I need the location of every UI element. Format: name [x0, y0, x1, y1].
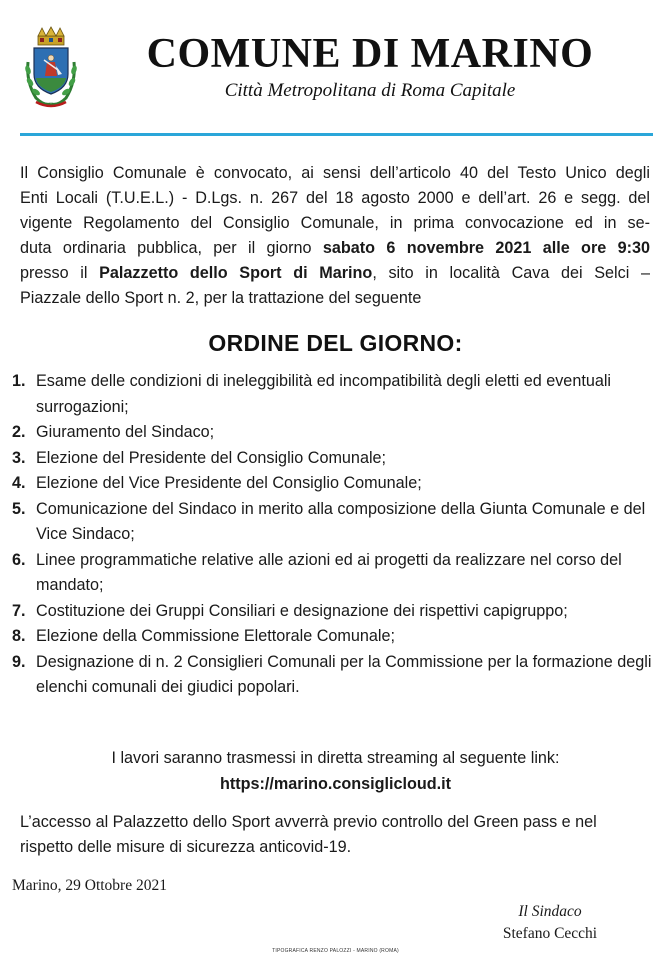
agenda-item [12, 599, 652, 625]
meeting-date: sabato 6 novembre 2021 alle ore 9:30 [322, 239, 650, 257]
signatory-role: Il Sindaco [518, 903, 582, 920]
intro-line: Piazzale dello Sport n. 2, per la trattazione del seguente [20, 289, 422, 307]
agenda-item-number: 8. [12, 627, 26, 645]
streaming-notice [0, 745, 671, 797]
printer-credit: TIPOGRAFICA RENZO PALOZZI - MARINO (ROMA) [272, 948, 399, 954]
header [0, 0, 671, 132]
signature-block [490, 901, 610, 945]
streaming-link[interactable]: https://marino.consiglicloud.it [219, 775, 452, 793]
signatory-name: Stefano Cecchi [502, 925, 598, 942]
page-title: COMUNE DI MARINO [146, 31, 594, 77]
agenda-item-number: 1. [12, 372, 26, 390]
streaming-text: I lavori saranno trasmessi in diretta streaming al seguente link: [111, 749, 560, 767]
municipal-crest-logo [22, 22, 80, 112]
agenda-item [12, 548, 652, 599]
agenda-item-text: Giuramento del Sindaco; [36, 423, 215, 441]
agenda-item-number: 7. [12, 601, 26, 620]
access-notice: L’accesso al Palazzetto dello Sport avverrà previo controllo del Green pass e nel rispetto delle misure di sicurezza anticovid-19. [20, 813, 597, 856]
agenda-item-number: 6. [12, 550, 26, 569]
intro-line [20, 261, 650, 286]
intro-text: duta ordinaria pubblica, per il giorno [20, 239, 323, 257]
agenda-item-text: Elezione del Presidente del Consiglio Comunale; [36, 448, 387, 467]
intro-line: vigente Regolamento del Consiglio Comunale, in prima convocazione ed in se- [20, 214, 650, 232]
agenda-item [12, 624, 652, 650]
document-date: Marino, 29 Ottobre 2021 [12, 877, 167, 894]
agenda-item-number: 5. [12, 499, 26, 518]
meeting-venue: Palazzetto dello Sport di Marino [99, 264, 373, 282]
agenda-item-text: Comunicazione del Sindaco in merito alla composizione della Giunta Comunale e del Vice Sindaco; [36, 499, 646, 543]
agenda-item [12, 446, 652, 472]
agenda-item-text: Esame delle condizioni di ineleggibilità ed incompatibilità degli eletti ed eventuali surrogazioni; [36, 372, 612, 416]
intro-line [20, 236, 650, 261]
agenda-item [12, 471, 652, 497]
intro-text: , sito in località Cava dei Selci – [372, 264, 650, 282]
agenda-item-text: Linee programmatiche relative alle azioni ed ai progetti da realizzare nel corso del mandato; [36, 550, 622, 594]
agenda-item-text: Elezione del Vice Presidente del Consiglio Comunale; [36, 474, 422, 492]
agenda-item-number: 4. [12, 474, 26, 492]
agenda-item [12, 420, 652, 446]
agenda-list [12, 369, 652, 701]
agenda-item [12, 369, 652, 420]
agenda-item-number: 2. [12, 423, 26, 441]
agenda-item-number: 3. [12, 448, 26, 467]
agenda-item-text: Elezione della Commissione Elettorale Comunale; [36, 627, 396, 645]
agenda-title: ORDINE DEL GIORNO: [208, 330, 463, 356]
page-subtitle: Città Metropolitana di Roma Capitale [224, 80, 516, 101]
agenda-item [12, 497, 652, 548]
intro-paragraph [20, 161, 650, 311]
agenda-item [12, 650, 652, 701]
agenda-item-number: 9. [12, 652, 26, 671]
agenda-item-text: Designazione di n. 2 Consiglieri Comunali per la Commissione per la formazione degli elenchi comunali dei giudici popolari. [36, 652, 652, 696]
intro-line: Il Consiglio Comunale è convocato, ai sensi dell’articolo 40 del Testo Unico degli [20, 164, 650, 182]
agenda-item-text: Costituzione dei Gruppi Consiliari e designazione dei rispettivi capigruppo; [36, 601, 568, 620]
intro-line: Enti Locali (T.U.E.L.) - D.Lgs. n. 267 del 18 agosto 2000 e dell’art. 26 e segg. del [20, 189, 650, 207]
intro-text: presso il [20, 264, 100, 282]
header-divider [20, 133, 653, 136]
